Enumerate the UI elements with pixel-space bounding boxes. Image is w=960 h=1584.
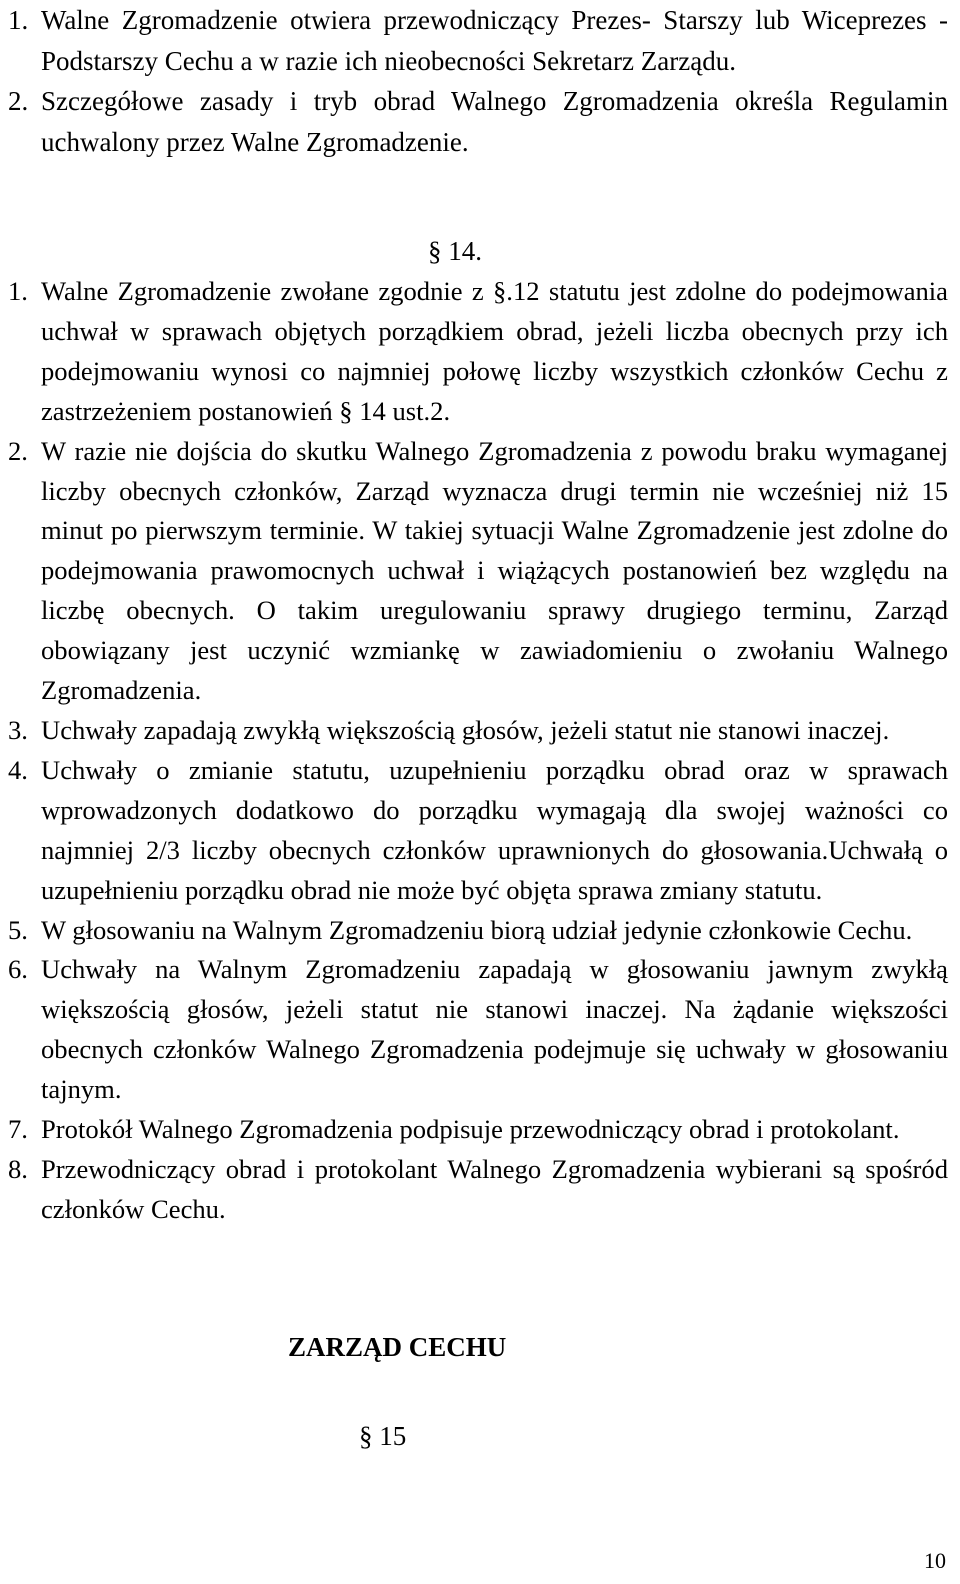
list-item-text: Protokół Walnego Zgromadzenia podpisuje przewodniczący obrad i protokolant. <box>41 1114 900 1145</box>
list-item <box>8 950 948 1110</box>
section-sign: § <box>359 1421 373 1451</box>
list-item-number: 2. <box>8 435 28 466</box>
list-item <box>8 911 948 951</box>
section-sign: § <box>428 236 442 266</box>
list-item <box>8 711 948 751</box>
list-item-text: Uchwały na Walnym Zgromadzeniu zapadają w głosowaniu jawnym zwykłą większością głosów, jeżeli statut nie stanowi inaczej. Na żądanie większości obecnych członków Walnego Zgromadzenia podejmuje się uchwały w głosowaniu tajnym. <box>41 954 948 1105</box>
list-item-number: 6. <box>8 954 28 985</box>
list-item-text: Uchwały zapadają zwykłą większością głosów, jeżeli statut nie stanowi inaczej. <box>41 714 890 745</box>
list-item-text: Walne Zgromadzenie zwołane zgodnie z §.12 statutu jest zdolne do podejmowania uchwał w sprawach objętych porządkiem obrad, jeżeli liczba obecnych przy ich podejmowaniu wynosi co najmniej połowę liczby wszystkich członków Cechu z zastrzeżeniem postanowień § 14 ust.2. <box>41 276 948 426</box>
intro-list <box>8 0 948 162</box>
list-item-text: Przewodniczący obrad i protokolant Walnego Zgromadzenia wybierani są spośród członków Cechu. <box>41 1153 948 1224</box>
list-item-number: 3. <box>8 714 28 745</box>
list-item-text: Uchwały o zmianie statutu, uzupełnieniu porządku obrad oraz w sprawach wprowadzonych dodatkowo do porządku wymagają dla swojej ważności co najmniej 2/3 liczby obecnych członków uprawnionych do głosowania.Uchwałą o uzupełnieniu porządku obrad nie może być objęta sprawa zmiany statutu. <box>41 754 948 905</box>
list-item-number: 8. <box>8 1153 28 1184</box>
list-item-number: 2. <box>8 86 29 116</box>
list-item <box>8 0 948 81</box>
section-15-heading <box>359 1416 406 1456</box>
list-item-text: W razie nie dojścia do skutku Walnego Zgromadzenia z powodu braku wymaganej liczby obecnych członków, Zarząd wyznacza drugi termin nie wcześniej niż 15 minut po pierwszym terminie. W takiej sytuacji Walne Zgromadzenie jest zdolne do podejmowania prawomocnych uchwał i wiążących postanowień bez względu na liczbę obecnych. O takim uregulowaniu sprawy drugiego terminu, Zarząd obowiązany jest uczynić wzmiankę w zawiadomieniu o zwołaniu Walnego Zgromadzenia. <box>41 435 948 706</box>
list-item-number: 1. <box>8 276 28 306</box>
list-item-text: W głosowaniu na Walnym Zgromadzeniu biorą udział jedynie członkowie Cechu. <box>41 914 913 945</box>
section-number: 14. <box>448 236 482 266</box>
list-item <box>8 1110 948 1150</box>
list-item-number: 1. <box>8 5 29 35</box>
list-item <box>8 751 948 911</box>
page-number: 10 <box>924 1548 946 1573</box>
section-14-heading <box>428 231 482 271</box>
list-item-number: 5. <box>8 914 28 945</box>
list-item <box>8 432 948 711</box>
section-14-list <box>8 272 948 1230</box>
list-item-text: Szczegółowe zasady i tryb obrad Walnego Zgromadzenia określa Regulamin uchwalony przez Walne Zgromadzenie. <box>41 86 948 157</box>
list-item-text: Walne Zgromadzenie otwiera przewodniczący Prezes- Starszy lub Wiceprezes -Podstarszy Cechu a w razie ich nieobecności Sekretarz Zarządu. <box>41 5 948 76</box>
list-item <box>8 81 948 162</box>
section-number: 15 <box>379 1421 407 1451</box>
list-item <box>8 1150 948 1230</box>
list-item <box>8 272 948 432</box>
list-item-number: 7. <box>8 1114 28 1145</box>
list-item-number: 4. <box>8 754 28 785</box>
board-heading: ZARZĄD CECHU <box>288 1332 507 1362</box>
